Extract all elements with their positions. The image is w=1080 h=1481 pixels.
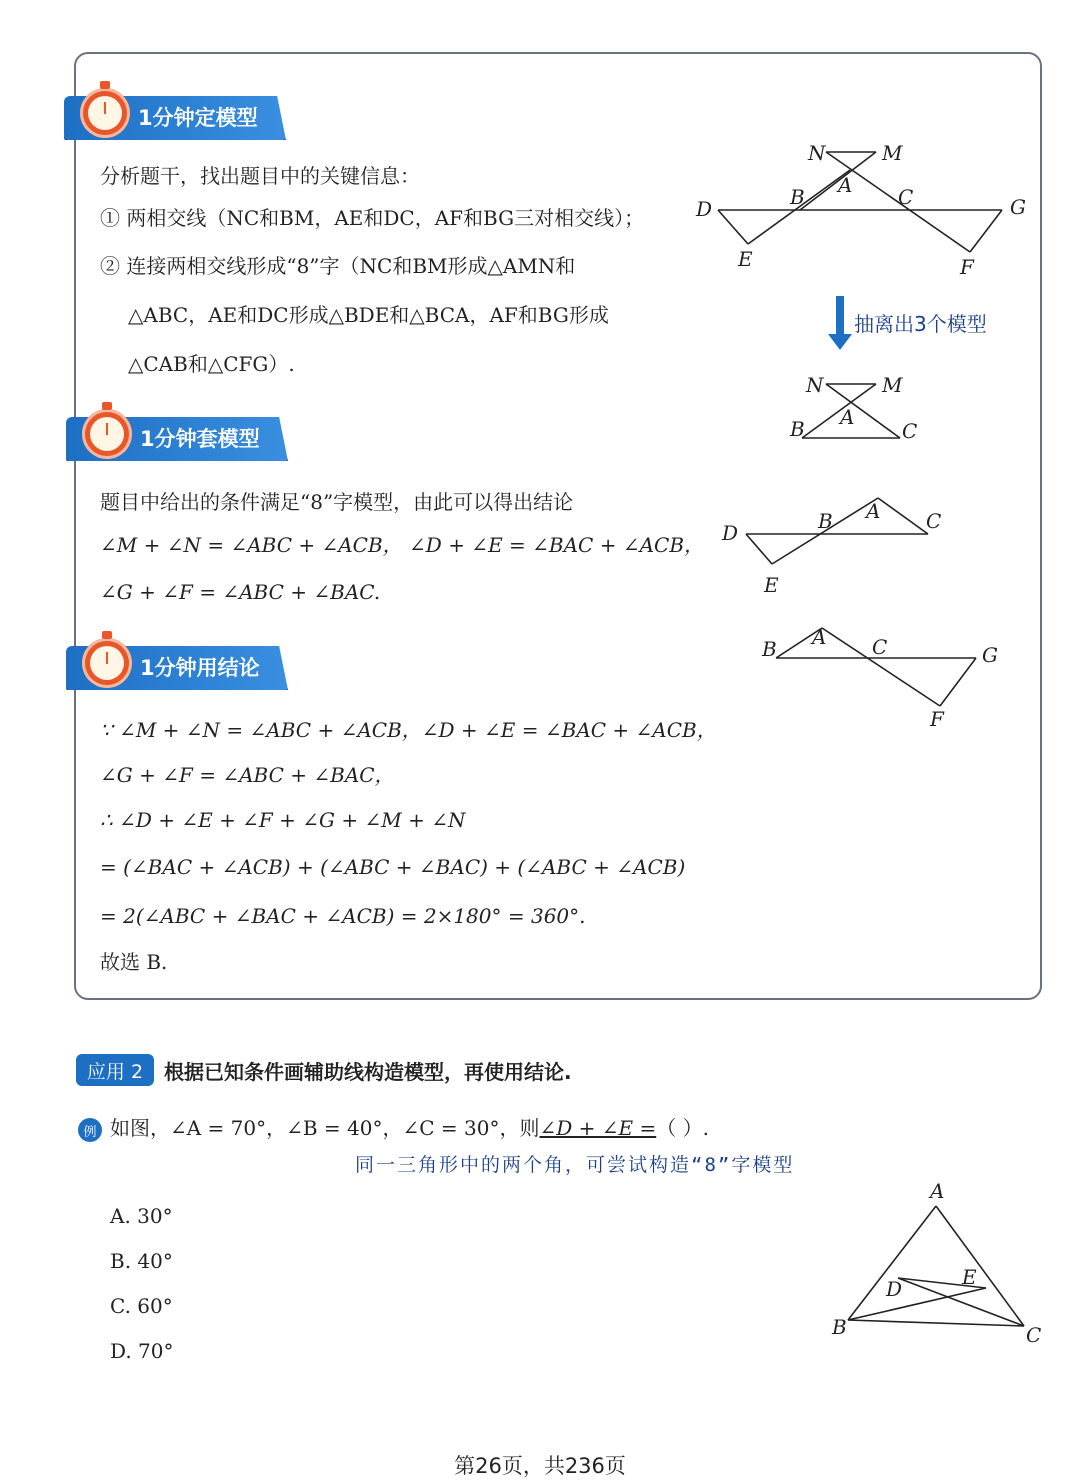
stopwatch-icon	[80, 88, 130, 138]
label-A: A	[930, 1179, 945, 1203]
apply-line-2: ∠M + ∠N = ∠ABC + ∠ACB， ∠D + ∠E = ∠BAC + ∠ACB，	[100, 533, 705, 557]
label-M: M	[882, 141, 903, 165]
question-underlined: ∠D + ∠E =	[539, 1116, 657, 1140]
define-point-2-line-1: ② 连接两相交线形成“8”字（NC和BM形成△AMN和	[100, 254, 576, 278]
use-line-2: ∠G + ∠F = ∠ABC + ∠BAC，	[100, 763, 395, 787]
use-line-3: ∴ ∠D + ∠E + ∠F + ∠G + ∠M + ∠N	[100, 808, 466, 832]
label-M: M	[882, 373, 903, 397]
apply-line-3: ∠G + ∠F = ∠ABC + ∠BAC.	[100, 580, 381, 604]
option-a[interactable]: A. 30°	[110, 1204, 173, 1228]
option-b[interactable]: B. 40°	[110, 1249, 173, 1273]
stopwatch-icon	[82, 638, 132, 688]
label-B: B	[790, 185, 805, 209]
use-line-6: 故选 B.	[100, 950, 168, 974]
application-title: 根据已知条件画辅助线构造模型，再使用结论.	[164, 1060, 572, 1084]
label-C: C	[902, 419, 918, 443]
geometry-figures	[690, 130, 1040, 750]
use-line-4: = (∠BAC + ∠ACB) + (∠ABC + ∠BAC) + (∠ABC + ∠ACB)	[100, 855, 686, 879]
example-question	[110, 1116, 709, 1140]
main-figure	[718, 152, 1002, 252]
question-suffix: （ ）.	[656, 1116, 709, 1140]
label-E: E	[738, 247, 753, 271]
down-arrow-icon	[828, 296, 852, 350]
define-point-2-line-2: △ABC，AE和DC形成△BDE和△BCA，AF和BG形成	[128, 303, 609, 327]
hint-annotation: 同一三角形中的两个角，可尝试构造“8”字模型	[355, 1154, 795, 1176]
option-c[interactable]: C. 60°	[110, 1294, 173, 1318]
page-footer: 第26页，共236页	[454, 1454, 626, 1478]
application-badge: 应用 2	[76, 1054, 154, 1086]
label-N: N	[806, 373, 824, 397]
define-intro: 分析题干，找出题目中的关键信息：	[100, 164, 420, 188]
label-G: G	[1010, 195, 1026, 219]
label-B: B	[762, 637, 777, 661]
label-D: D	[722, 521, 739, 545]
label-G: G	[982, 643, 998, 667]
triangle-figure	[820, 1176, 1050, 1356]
label-C: C	[898, 185, 914, 209]
label-N: N	[808, 141, 826, 165]
extract-models-label: 抽离出3个模型	[854, 312, 987, 336]
question-prefix: 如图，∠A = 70°，∠B = 40°，∠C = 30°，则	[110, 1116, 540, 1140]
label-B: B	[832, 1315, 847, 1339]
label-A: A	[838, 173, 853, 197]
option-d[interactable]: D. 70°	[110, 1339, 174, 1363]
use-line-1: ∵ ∠M + ∠N = ∠ABC + ∠ACB，∠D + ∠E = ∠BAC + ∠ACB，	[100, 718, 717, 742]
use-line-5: = 2(∠ABC + ∠BAC + ∠ACB) = 2×180° = 360°.	[100, 904, 586, 928]
label-A: A	[866, 499, 881, 523]
label-C: C	[926, 509, 942, 533]
label-E: E	[764, 573, 779, 597]
label-A: A	[812, 625, 827, 649]
label-D: D	[886, 1277, 903, 1301]
model-2-figure	[746, 498, 928, 564]
label-B: B	[790, 417, 805, 441]
label-F: F	[960, 255, 974, 279]
label-A: A	[840, 405, 855, 429]
example-icon: 例	[78, 1118, 102, 1142]
stopwatch-icon	[82, 409, 132, 459]
define-point-1: ① 两相交线（NC和BM，AE和DC，AF和BG三对相交线）；	[100, 206, 645, 230]
label-C: C	[872, 635, 888, 659]
label-F: F	[930, 707, 944, 731]
apply-line-1: 题目中给出的条件满足“8”字模型，由此可以得出结论	[100, 490, 574, 514]
label-B: B	[818, 509, 833, 533]
section-title: 1分钟套模型	[140, 427, 260, 451]
section-title: 1分钟用结论	[140, 656, 260, 680]
label-D: D	[696, 197, 713, 221]
define-point-2-line-3: △CAB和△CFG）.	[128, 352, 295, 376]
section-title: 1分钟定模型	[138, 106, 258, 130]
label-C: C	[1026, 1323, 1042, 1347]
label-E: E	[962, 1265, 977, 1289]
